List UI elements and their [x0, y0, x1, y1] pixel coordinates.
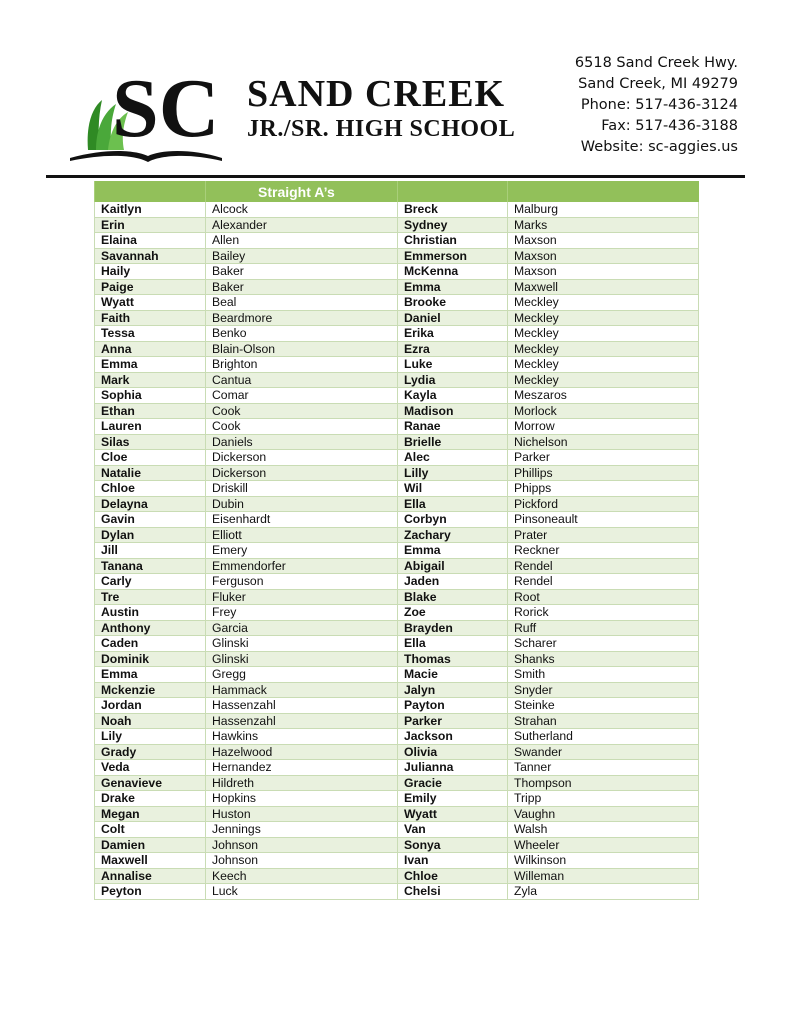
- last-name-cell: Dubin: [206, 496, 398, 512]
- first-name-cell: Haily: [95, 264, 206, 280]
- last-name-cell: Garcia: [206, 620, 398, 636]
- first-name-cell: Corbyn: [398, 512, 508, 528]
- first-name-cell: Emma: [95, 357, 206, 373]
- last-name-cell: Scharer: [508, 636, 699, 652]
- last-name-cell: Beardmore: [206, 310, 398, 326]
- last-name-cell: Huston: [206, 806, 398, 822]
- last-name-cell: Hammack: [206, 682, 398, 698]
- last-name-cell: Driskill: [206, 481, 398, 497]
- first-name-cell: Ethan: [95, 403, 206, 419]
- first-name-cell: Emily: [398, 791, 508, 807]
- last-name-cell: Nichelson: [508, 434, 699, 450]
- last-name-cell: Smith: [508, 667, 699, 683]
- first-name-cell: Dylan: [95, 527, 206, 543]
- table-row: [95, 868, 699, 884]
- first-name-cell: Van: [398, 822, 508, 838]
- last-name-cell: Morrow: [508, 419, 699, 435]
- last-name-cell: Maxwell: [508, 279, 699, 295]
- table-row: [95, 202, 699, 217]
- last-name-cell: Brighton: [206, 357, 398, 373]
- table-row: [95, 636, 699, 652]
- last-name-cell: Cook: [206, 419, 398, 435]
- first-name-cell: Lily: [95, 729, 206, 745]
- header-cell-blank: [508, 181, 699, 202]
- last-name-cell: Dickerson: [206, 465, 398, 481]
- first-name-cell: Sonya: [398, 837, 508, 853]
- first-name-cell: Chloe: [398, 868, 508, 884]
- last-name-cell: Fluker: [206, 589, 398, 605]
- first-name-cell: Paige: [95, 279, 206, 295]
- last-name-cell: Meckley: [508, 310, 699, 326]
- first-name-cell: Ranae: [398, 419, 508, 435]
- last-name-cell: Cantua: [206, 372, 398, 388]
- table-row: [95, 543, 699, 559]
- first-name-cell: Sophia: [95, 388, 206, 404]
- first-name-cell: Carly: [95, 574, 206, 590]
- table-row: [95, 822, 699, 838]
- first-name-cell: Payton: [398, 698, 508, 714]
- table-row: [95, 326, 699, 342]
- first-name-cell: Tanana: [95, 558, 206, 574]
- table-row: [95, 806, 699, 822]
- last-name-cell: Meckley: [508, 341, 699, 357]
- first-name-cell: Sydney: [398, 217, 508, 233]
- last-name-cell: Hildreth: [206, 775, 398, 791]
- table-row: [95, 884, 699, 900]
- first-name-cell: Noah: [95, 713, 206, 729]
- last-name-cell: Allen: [206, 233, 398, 249]
- first-name-cell: Mckenzie: [95, 682, 206, 698]
- last-name-cell: Pinsoneault: [508, 512, 699, 528]
- last-name-cell: Jennings: [206, 822, 398, 838]
- table-row: [95, 667, 699, 683]
- last-name-cell: Vaughn: [508, 806, 699, 822]
- header-cell-blank: [95, 181, 206, 202]
- first-name-cell: Grady: [95, 744, 206, 760]
- table-row: [95, 388, 699, 404]
- last-name-cell: Alcock: [206, 202, 398, 217]
- first-name-cell: Maxwell: [95, 853, 206, 869]
- last-name-cell: Reckner: [508, 543, 699, 559]
- last-name-cell: Baker: [206, 279, 398, 295]
- last-name-cell: Emmendorfer: [206, 558, 398, 574]
- first-name-cell: Caden: [95, 636, 206, 652]
- last-name-cell: Alexander: [206, 217, 398, 233]
- first-name-cell: Emma: [398, 543, 508, 559]
- first-name-cell: Brooke: [398, 295, 508, 311]
- first-name-cell: Abigail: [398, 558, 508, 574]
- table-row: [95, 403, 699, 419]
- last-name-cell: Blain-Olson: [206, 341, 398, 357]
- last-name-cell: Ruff: [508, 620, 699, 636]
- last-name-cell: Johnson: [206, 837, 398, 853]
- table-row: [95, 372, 699, 388]
- first-name-cell: Gracie: [398, 775, 508, 791]
- table-row: [95, 419, 699, 435]
- table-row: [95, 248, 699, 264]
- first-name-cell: McKenna: [398, 264, 508, 280]
- last-name-cell: Maxson: [508, 264, 699, 280]
- first-name-cell: Macie: [398, 667, 508, 683]
- last-name-cell: Eisenhardt: [206, 512, 398, 528]
- last-name-cell: Prater: [508, 527, 699, 543]
- table-row: [95, 744, 699, 760]
- first-name-cell: Alec: [398, 450, 508, 466]
- first-name-cell: Kaitlyn: [95, 202, 206, 217]
- last-name-cell: Johnson: [206, 853, 398, 869]
- first-name-cell: Colt: [95, 822, 206, 838]
- first-name-cell: Delayna: [95, 496, 206, 512]
- last-name-cell: Wilkinson: [508, 853, 699, 869]
- first-name-cell: Chloe: [95, 481, 206, 497]
- contact-block: [575, 53, 738, 158]
- table-row: [95, 574, 699, 590]
- last-name-cell: Thompson: [508, 775, 699, 791]
- table-row: [95, 760, 699, 776]
- last-name-cell: Malburg: [508, 202, 699, 217]
- table-row: [95, 791, 699, 807]
- table-row: [95, 620, 699, 636]
- table-row: [95, 279, 699, 295]
- table-row: [95, 357, 699, 373]
- first-name-cell: Emma: [398, 279, 508, 295]
- contact-phone: Phone: 517-436-3124: [580, 97, 738, 113]
- last-name-cell: Bailey: [206, 248, 398, 264]
- first-name-cell: Zachary: [398, 527, 508, 543]
- last-name-cell: Zyla: [508, 884, 699, 900]
- contact-address: 6518 Sand Creek Hwy.: [574, 55, 738, 71]
- first-name-cell: Jaden: [398, 574, 508, 590]
- first-name-cell: Tre: [95, 589, 206, 605]
- last-name-cell: Phipps: [508, 481, 699, 497]
- first-name-cell: Erika: [398, 326, 508, 342]
- last-name-cell: Beal: [206, 295, 398, 311]
- first-name-cell: Lauren: [95, 419, 206, 435]
- table-row: [95, 310, 699, 326]
- last-name-cell: Root: [508, 589, 699, 605]
- last-name-cell: Frey: [206, 605, 398, 621]
- first-name-cell: Brielle: [398, 434, 508, 450]
- last-name-cell: Hassenzahl: [206, 698, 398, 714]
- first-name-cell: Lydia: [398, 372, 508, 388]
- table-row: [95, 558, 699, 574]
- first-name-cell: Wil: [398, 481, 508, 497]
- first-name-cell: Drake: [95, 791, 206, 807]
- last-name-cell: Meszaros: [508, 388, 699, 404]
- first-name-cell: Anna: [95, 341, 206, 357]
- header-cell-blank: [398, 181, 508, 202]
- table-row: [95, 465, 699, 481]
- first-name-cell: Austin: [95, 605, 206, 621]
- last-name-cell: Willeman: [508, 868, 699, 884]
- first-name-cell: Emmerson: [398, 248, 508, 264]
- first-name-cell: Cloe: [95, 450, 206, 466]
- table-row: [95, 605, 699, 621]
- first-name-cell: Blake: [398, 589, 508, 605]
- first-name-cell: Kayla: [398, 388, 508, 404]
- first-name-cell: Gavin: [95, 512, 206, 528]
- contact-city: Sand Creek, MI 49279: [578, 76, 738, 92]
- first-name-cell: Luke: [398, 357, 508, 373]
- last-name-cell: Daniels: [206, 434, 398, 450]
- last-name-cell: Dickerson: [206, 450, 398, 466]
- last-name-cell: Tripp: [508, 791, 699, 807]
- last-name-cell: Rendel: [508, 574, 699, 590]
- table-row: [95, 837, 699, 853]
- last-name-cell: Meckley: [508, 372, 699, 388]
- last-name-cell: Walsh: [508, 822, 699, 838]
- table-row: [95, 698, 699, 714]
- table-row: [95, 295, 699, 311]
- school-logo: [66, 40, 226, 165]
- last-name-cell: Shanks: [508, 651, 699, 667]
- first-name-cell: Natalie: [95, 465, 206, 481]
- school-subtitle: JR./SR. HIGH SCHOOL: [247, 116, 516, 142]
- contact-fax: Fax: 517-436-3188: [601, 118, 738, 134]
- last-name-cell: Rorick: [508, 605, 699, 621]
- contact-website: Website: sc-aggies.us: [580, 139, 738, 155]
- svg-text:SC: SC: [112, 62, 220, 155]
- first-name-cell: Savannah: [95, 248, 206, 264]
- first-name-cell: Madison: [398, 403, 508, 419]
- first-name-cell: Breck: [398, 202, 508, 217]
- last-name-cell: Glinski: [206, 651, 398, 667]
- first-name-cell: Emma: [95, 667, 206, 683]
- first-name-cell: Jalyn: [398, 682, 508, 698]
- header-divider: [46, 175, 745, 178]
- last-name-cell: Maxson: [508, 233, 699, 249]
- first-name-cell: Jill: [95, 543, 206, 559]
- last-name-cell: Swander: [508, 744, 699, 760]
- straight-a-table: [94, 181, 699, 900]
- last-name-cell: Baker: [206, 264, 398, 280]
- table-row: [95, 713, 699, 729]
- last-name-cell: Glinski: [206, 636, 398, 652]
- first-name-cell: Ella: [398, 636, 508, 652]
- last-name-cell: Hazelwood: [206, 744, 398, 760]
- first-name-cell: Olivia: [398, 744, 508, 760]
- last-name-cell: Meckley: [508, 295, 699, 311]
- first-name-cell: Genavieve: [95, 775, 206, 791]
- table-body: [95, 202, 699, 899]
- table-header-row: [95, 181, 699, 202]
- first-name-cell: Jackson: [398, 729, 508, 745]
- first-name-cell: Chelsi: [398, 884, 508, 900]
- last-name-cell: Luck: [206, 884, 398, 900]
- first-name-cell: Faith: [95, 310, 206, 326]
- first-name-cell: Jordan: [95, 698, 206, 714]
- first-name-cell: Ivan: [398, 853, 508, 869]
- last-name-cell: Phillips: [508, 465, 699, 481]
- last-name-cell: Comar: [206, 388, 398, 404]
- first-name-cell: Thomas: [398, 651, 508, 667]
- first-name-cell: Veda: [95, 760, 206, 776]
- last-name-cell: Benko: [206, 326, 398, 342]
- last-name-cell: Wheeler: [508, 837, 699, 853]
- last-name-cell: Hassenzahl: [206, 713, 398, 729]
- first-name-cell: Silas: [95, 434, 206, 450]
- school-name: SAND CREEK: [247, 73, 506, 115]
- first-name-cell: Julianna: [398, 760, 508, 776]
- first-name-cell: Erin: [95, 217, 206, 233]
- table-row: [95, 450, 699, 466]
- last-name-cell: Hernandez: [206, 760, 398, 776]
- table-row: [95, 217, 699, 233]
- first-name-cell: Ezra: [398, 341, 508, 357]
- first-name-cell: Lilly: [398, 465, 508, 481]
- last-name-cell: Maxson: [508, 248, 699, 264]
- table-row: [95, 341, 699, 357]
- table-row: [95, 853, 699, 869]
- table-row: [95, 512, 699, 528]
- last-name-cell: Parker: [508, 450, 699, 466]
- first-name-cell: Christian: [398, 233, 508, 249]
- first-name-cell: Mark: [95, 372, 206, 388]
- last-name-cell: Hopkins: [206, 791, 398, 807]
- table-row: [95, 527, 699, 543]
- table-row: [95, 434, 699, 450]
- first-name-cell: Peyton: [95, 884, 206, 900]
- last-name-cell: Rendel: [508, 558, 699, 574]
- first-name-cell: Zoe: [398, 605, 508, 621]
- first-name-cell: Tessa: [95, 326, 206, 342]
- last-name-cell: Morlock: [508, 403, 699, 419]
- last-name-cell: Elliott: [206, 527, 398, 543]
- last-name-cell: Sutherland: [508, 729, 699, 745]
- last-name-cell: Gregg: [206, 667, 398, 683]
- first-name-cell: Parker: [398, 713, 508, 729]
- last-name-cell: Ferguson: [206, 574, 398, 590]
- last-name-cell: Meckley: [508, 326, 699, 342]
- first-name-cell: Dominik: [95, 651, 206, 667]
- last-name-cell: Pickford: [508, 496, 699, 512]
- table-row: [95, 775, 699, 791]
- first-name-cell: Damien: [95, 837, 206, 853]
- last-name-cell: Emery: [206, 543, 398, 559]
- last-name-cell: Hawkins: [206, 729, 398, 745]
- table-row: [95, 651, 699, 667]
- first-name-cell: Elaina: [95, 233, 206, 249]
- last-name-cell: Strahan: [508, 713, 699, 729]
- last-name-cell: Keech: [206, 868, 398, 884]
- first-name-cell: Ella: [398, 496, 508, 512]
- first-name-cell: Annalise: [95, 868, 206, 884]
- last-name-cell: Tanner: [508, 760, 699, 776]
- first-name-cell: Brayden: [398, 620, 508, 636]
- table-title: Straight A’s: [206, 181, 398, 202]
- last-name-cell: Steinke: [508, 698, 699, 714]
- first-name-cell: Wyatt: [95, 295, 206, 311]
- last-name-cell: Cook: [206, 403, 398, 419]
- table-row: [95, 233, 699, 249]
- table-row: [95, 682, 699, 698]
- last-name-cell: Snyder: [508, 682, 699, 698]
- table-row: [95, 729, 699, 745]
- table-row: [95, 481, 699, 497]
- table-row: [95, 496, 699, 512]
- table-row: [95, 589, 699, 605]
- table-row: [95, 264, 699, 280]
- last-name-cell: Marks: [508, 217, 699, 233]
- first-name-cell: Wyatt: [398, 806, 508, 822]
- first-name-cell: Megan: [95, 806, 206, 822]
- first-name-cell: Anthony: [95, 620, 206, 636]
- last-name-cell: Meckley: [508, 357, 699, 373]
- first-name-cell: Daniel: [398, 310, 508, 326]
